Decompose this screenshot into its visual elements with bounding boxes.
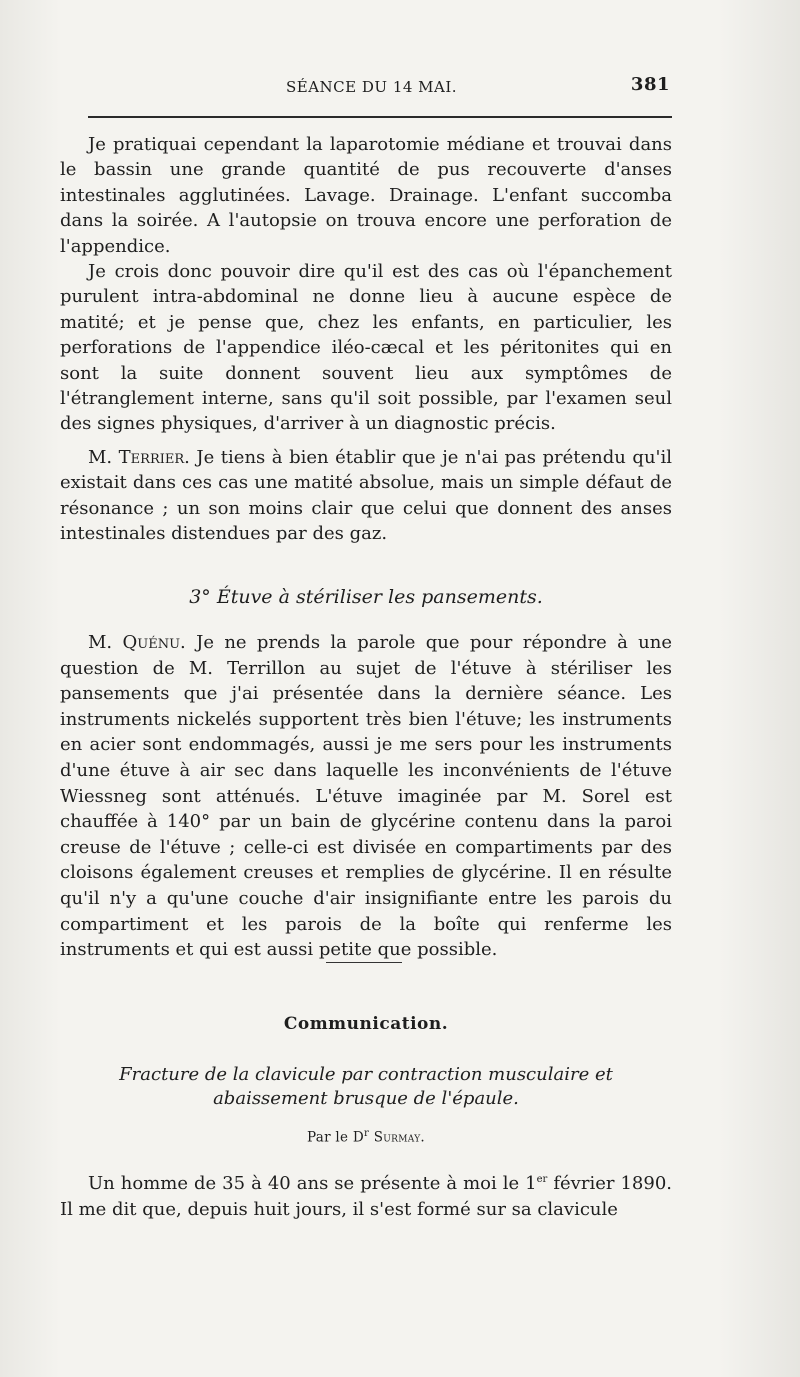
paragraph-case xyxy=(60,1167,672,1223)
case-text-end: février 1890. Il me dit que, depuis huit jours, il s'est formé sur sa clavicule xyxy=(60,1173,672,1220)
speaker-terrier: M. Terrier. xyxy=(88,446,190,468)
case-sup: er xyxy=(536,1174,548,1185)
paper-title: Fracture de la clavicule par contraction musculaire et abaissement brusque de l'épaule. xyxy=(119,1064,613,1109)
paragraph-laparotomy: Je pratiquai cependant la laparotomie médiane et trouvai dans le bassin une grande quantité de pus recouverte d'anses intestinales agglutinées. Lavage. Drainage. L'enfant succomba dans la soirée. A l'autopsie on trouva encore une perforation de l'appendice. xyxy=(60,134,672,257)
body-text-quenu xyxy=(60,630,672,963)
header-rule xyxy=(88,116,672,118)
section-divider xyxy=(326,962,402,963)
paragraph-epanchement: Je crois donc pouvoir dire qu'il est des cas où l'épanchement purulent intra-abdominal ne donne lieu à aucune espèce de matité; et je pense que, chez les enfants, en particulier, les perforations de l'appendice iléo-cæcal et les péritonites qui en sont la suite donnent souvent lieu aux symptômes de l'étranglement interne, sans qu'il soit possible, par l'examen seul des signes physiques, d'arriver à un diagnostic précis. xyxy=(60,261,672,435)
byline-author: Surmay. xyxy=(369,1129,426,1146)
running-title: SÉANCE DU 14 MAI. xyxy=(286,78,458,96)
communication-heading: Communication. xyxy=(283,1014,449,1034)
terrier-text: Je tiens à bien établir que je n'ai pas prétendu qu'il existait dans ces cas une matité absolue, mais un simple défaut de résonance ; un son moins clair que celui que donnent des anses intestinales distendues par des gaz. xyxy=(60,446,672,545)
paragraph-terrier xyxy=(60,445,672,547)
page-number: 381 xyxy=(630,74,670,95)
body-text-bottom xyxy=(60,1167,672,1223)
speaker-quenu: M. Quénu. xyxy=(88,632,186,653)
section-title: 3° Étuve à stériliser les pansements. xyxy=(189,586,543,608)
case-text-start: Un homme de 35 à 40 ans se présente à moi le 1 xyxy=(88,1173,537,1194)
quenu-text: Je ne prends la parole que pour répondre à une question de M. Terrillon au sujet de l'étuve à stériliser les pansements que j'ai présentée dans la dernière séance. Les instruments nickelés supportent très bien l'étuve; les instruments en acier sont endommagés, aussi je me sers pour les instruments d'une étuve à air sec dans laquelle les inconvénients de l'étuve Wiessneg sont atténués. L'étuve imaginée par M. Sorel est chauffée à 140° par un bain de glycérine contenu dans la paroi creuse de l'étuve ; celle-ci est divisée en compartiments par des cloisons également creuses et remplies de glycérine. Il en résulte qu'il n'y a qu'une couche d'air insignifiante entre les parois du compartiment et les parois de la boîte qui renferme les instruments et qui est aussi petite que possible. xyxy=(60,632,672,961)
byline-sup: r xyxy=(364,1128,370,1139)
byline-prefix: Par le D xyxy=(306,1129,365,1146)
paragraph-quenu xyxy=(60,630,672,963)
body-text-top xyxy=(60,132,672,547)
byline xyxy=(60,1128,672,1146)
